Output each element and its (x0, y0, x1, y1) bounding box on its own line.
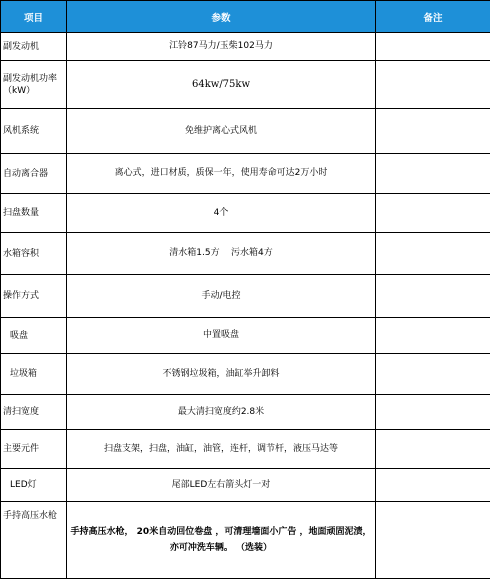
row-label: 吸盘 (1, 318, 67, 354)
row-label: 副发动机功率（kW） (1, 61, 67, 109)
row-label: 主要元件 (1, 430, 67, 469)
row-value: 不锈钢垃圾箱，油缸举升卸料 (67, 354, 376, 395)
row-note (376, 469, 490, 502)
row-value: 清水箱1.5方 污水箱4方 (67, 233, 376, 275)
row-note (376, 275, 490, 318)
table-row (1, 469, 490, 502)
table-row (1, 354, 490, 395)
row-note (376, 154, 490, 194)
row-value: 手动/电控 (67, 275, 376, 318)
row-note (376, 354, 490, 395)
row-value: 手持高压水枪， 20米自动回位卷盘 ，可清理墙面小广告 ，地面顽固泥渍，亦可冲洗车辆。 （选装） (67, 502, 376, 579)
row-note (376, 395, 490, 430)
row-value: 64kw/75kw (67, 61, 376, 109)
header-note: 备注 (376, 1, 490, 33)
row-label: 扫盘数量 (1, 194, 67, 233)
row-value: 扫盘支架，扫盘，油缸，油管，连杆，调节杆，液压马达等 (67, 430, 376, 469)
row-label: 风机系统 (1, 109, 67, 154)
row-note (376, 318, 490, 354)
table-row (1, 109, 490, 154)
row-label: LED灯 (1, 469, 67, 502)
row-note (376, 61, 490, 109)
row-value: 中置吸盘 (67, 318, 376, 354)
table-row (1, 430, 490, 469)
row-label: 清扫宽度 (1, 395, 67, 430)
table-row (1, 61, 490, 109)
row-note (376, 194, 490, 233)
table-row (1, 502, 490, 579)
row-label: 水箱容积 (1, 233, 67, 275)
table-row (1, 194, 490, 233)
row-label: 垃圾箱 (1, 354, 67, 395)
row-label: 操作方式 (1, 275, 67, 318)
row-label: 副发动机 (1, 33, 67, 61)
table-row (1, 318, 490, 354)
row-note (376, 430, 490, 469)
header-item: 项目 (1, 1, 67, 33)
row-note (376, 33, 490, 61)
row-label: 手持高压水枪 (1, 502, 67, 579)
row-note (376, 109, 490, 154)
table-row (1, 233, 490, 275)
row-value: 离心式，进口材质，质保一年，使用寿命可达2万小时 (67, 154, 376, 194)
table-row (1, 395, 490, 430)
row-label: 自动离合器 (1, 154, 67, 194)
row-value: 4个 (67, 194, 376, 233)
row-value: 江铃87马力/玉柴102马力 (67, 33, 376, 61)
table-row (1, 275, 490, 318)
row-note (376, 233, 490, 275)
table-row (1, 33, 490, 61)
row-value: 尾部LED左右箭头灯一对 (67, 469, 376, 502)
row-note (376, 502, 490, 579)
table-row (1, 154, 490, 194)
header-row (1, 1, 490, 33)
row-value: 免维护离心式风机 (67, 109, 376, 154)
row-value: 最大清扫宽度约2.8米 (67, 395, 376, 430)
header-param: 参数 (67, 1, 376, 33)
